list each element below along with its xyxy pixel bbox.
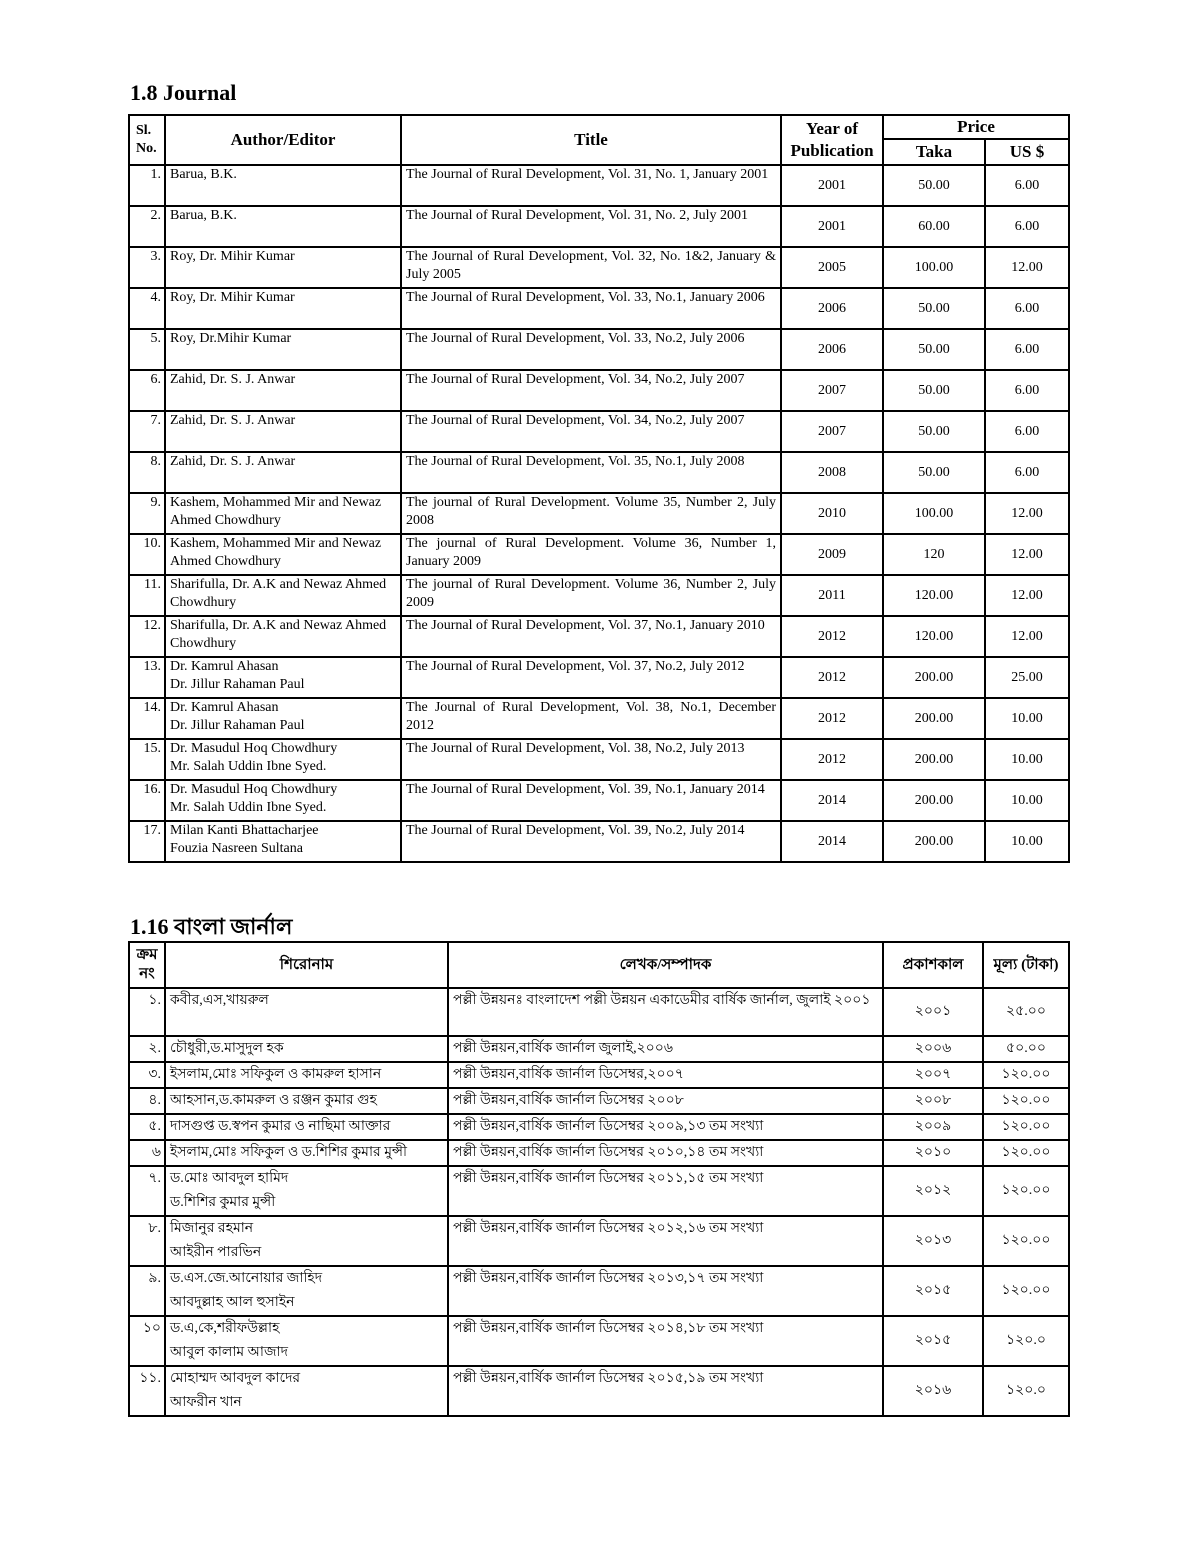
row-title: The Journal of Rural Development, Vol. 38, No.1, December 2012 [401,698,781,739]
row-title: ড.মোঃ আবদুল হামিদ ড.শিশির কুমার মুন্সী [165,1166,448,1216]
row-price-usd: 10.00 [985,821,1069,862]
header-price: মূল্য (টাকা) [983,942,1069,988]
row-author: পল্লী উন্নয়ন,বার্ষিক জার্নাল ডিসেম্বর ২০১০,১৪ তম সংখ্যা [448,1140,883,1166]
row-author: Sharifulla, Dr. A.K and Newaz Ahmed Chowdhury [165,575,401,616]
header-author: Author/Editor [165,115,401,165]
row-title: The journal of Rural Development. Volume 36, Number 1, January 2009 [401,534,781,575]
table-row [129,1114,1069,1140]
row-author: Barua, B.K. [165,206,401,247]
table-row [129,1266,1069,1316]
row-year: ২০১৫ [883,1266,983,1316]
row-title: The journal of Rural Development. Volume 36, Number 2, July 2009 [401,575,781,616]
row-price-usd: 12.00 [985,616,1069,657]
row-number: ২. [129,1036,165,1062]
row-year: 2007 [781,370,883,411]
row-price-usd: 10.00 [985,698,1069,739]
row-author: Zahid, Dr. S. J. Anwar [165,411,401,452]
table-row [129,165,1069,206]
row-price: ১২০.০০ [983,1140,1069,1166]
row-price-taka: 200.00 [883,698,985,739]
header-year: Year of Publication [781,115,883,165]
row-number: ৫. [129,1114,165,1140]
table-row [129,1088,1069,1114]
row-price-taka: 200.00 [883,657,985,698]
row-number: ৮. [129,1216,165,1266]
row-title: দাসগুপ্ত ড.স্বপন কুমার ও নাছিমা আক্তার [165,1114,448,1140]
row-price-taka: 50.00 [883,452,985,493]
table-row [129,1316,1069,1366]
row-author: পল্লী উন্নয়নঃ বাংলাদেশ পল্লী উন্নয়ন একাডেমীর বার্ষিক জার্নাল, জুলাই ২০০১ [448,988,883,1036]
row-title: ড.এ,কে,শরীফউল্লাহ আবুল কালাম আজাদ [165,1316,448,1366]
table-row [129,411,1069,452]
row-title: কবীর,এস,খায়রুল [165,988,448,1036]
row-price-taka: 50.00 [883,288,985,329]
row-number: 4. [129,288,165,329]
row-title: The Journal of Rural Development, Vol. 31, No. 1, January 2001 [401,165,781,206]
row-author: Dr. Masudul Hoq Chowdhury Mr. Salah Uddin Ibne Syed. [165,739,401,780]
row-title: The Journal of Rural Development, Vol. 32, No. 1&2, January & July 2005 [401,247,781,288]
table-row [129,493,1069,534]
row-price-usd: 6.00 [985,411,1069,452]
row-author: Sharifulla, Dr. A.K and Newaz Ahmed Chowdhury [165,616,401,657]
table-row [129,1140,1069,1166]
header-price: Price [883,115,1069,139]
table-row [129,821,1069,862]
row-author: Roy, Dr. Mihir Kumar [165,288,401,329]
row-number: 2. [129,206,165,247]
row-price: ১২০.০০ [983,1216,1069,1266]
row-price-taka: 200.00 [883,821,985,862]
row-title: The Journal of Rural Development, Vol. 34, No.2, July 2007 [401,370,781,411]
header-title: শিরোনাম [165,942,448,988]
table-row [129,452,1069,493]
row-number: 17. [129,821,165,862]
row-price-usd: 6.00 [985,452,1069,493]
row-number: ৯. [129,1266,165,1316]
row-title: মিজানুর রহমান আইরীন পারভিন [165,1216,448,1266]
row-year: ২০১৬ [883,1366,983,1416]
bangla-journal-heading: 1.16 বাংলা জার্নাল [130,914,293,939]
row-price-usd: 6.00 [985,206,1069,247]
row-year: ২০০৮ [883,1088,983,1114]
row-price-usd: 6.00 [985,329,1069,370]
row-author: Zahid, Dr. S. J. Anwar [165,452,401,493]
row-title: The Journal of Rural Development, Vol. 39, No.2, July 2014 [401,821,781,862]
row-price: ১২০.০ [983,1316,1069,1366]
row-year: 2010 [781,493,883,534]
row-year: 2012 [781,657,883,698]
table-row [129,288,1069,329]
row-year: ২০০৭ [883,1062,983,1088]
row-price-taka: 50.00 [883,329,985,370]
row-number: 8. [129,452,165,493]
row-title: The Journal of Rural Development, Vol. 37, No.1, January 2010 [401,616,781,657]
table-row [129,1166,1069,1216]
row-title: The Journal of Rural Development, Vol. 38, No.2, July 2013 [401,739,781,780]
row-price-taka: 200.00 [883,780,985,821]
table-row [129,1062,1069,1088]
row-year: 2012 [781,698,883,739]
row-number: 7. [129,411,165,452]
row-year: 2006 [781,329,883,370]
row-year: ২০১৩ [883,1216,983,1266]
row-number: ৭. [129,1166,165,1216]
row-price-taka: 100.00 [883,493,985,534]
header-usd: US $ [985,139,1069,165]
row-author: Roy, Dr. Mihir Kumar [165,247,401,288]
row-price-taka: 50.00 [883,411,985,452]
header-year: প্রকাশকাল [883,942,983,988]
header-sl-no: Sl. No. [129,115,165,165]
row-price-usd: 10.00 [985,780,1069,821]
row-number: ৪. [129,1088,165,1114]
row-price: ৫০.০০ [983,1036,1069,1062]
row-number: ৬ [129,1140,165,1166]
row-year: ২০১৫ [883,1316,983,1366]
bangla-journal-table [128,941,1070,1417]
row-price-usd: 6.00 [985,370,1069,411]
row-number: 3. [129,247,165,288]
row-title: আহসান,ড.কামরুল ও রঞ্জন কুমার গুহ [165,1088,448,1114]
row-number: ১১. [129,1366,165,1416]
table-row [129,988,1069,1036]
row-number: 11. [129,575,165,616]
row-number: ১. [129,988,165,1036]
table-row [129,247,1069,288]
row-number: 6. [129,370,165,411]
row-title: The Journal of Rural Development, Vol. 34, No.2, July 2007 [401,411,781,452]
row-author: Roy, Dr.Mihir Kumar [165,329,401,370]
row-author: Milan Kanti Bhattacharjee Fouzia Nasreen Sultana [165,821,401,862]
row-author: পল্লী উন্নয়ন,বার্ষিক জার্নাল ডিসেম্বর ২০১৩,১৭ তম সংখ্যা [448,1266,883,1316]
row-price-taka: 200.00 [883,739,985,780]
table-row [129,329,1069,370]
row-price: ১২০.০০ [983,1114,1069,1140]
row-year: 2012 [781,616,883,657]
row-number: ১০ [129,1316,165,1366]
row-number: 13. [129,657,165,698]
table-row [129,534,1069,575]
row-price: ১২০.০০ [983,1166,1069,1216]
row-number: 1. [129,165,165,206]
row-price-usd: 25.00 [985,657,1069,698]
row-number: 14. [129,698,165,739]
table-row [129,1216,1069,1266]
row-author: Dr. Kamrul Ahasan Dr. Jillur Rahaman Paul [165,698,401,739]
row-title: The Journal of Rural Development, Vol. 37, No.2, July 2012 [401,657,781,698]
header-author: লেখক/সম্পাদক [448,942,883,988]
row-year: 2001 [781,206,883,247]
row-year: 2008 [781,452,883,493]
row-author: পল্লী উন্নয়ন,বার্ষিক জার্নাল ডিসেম্বর ২০১৪,১৮ তম সংখ্যা [448,1316,883,1366]
row-author: Kashem, Mohammed Mir and Newaz Ahmed Chowdhury [165,493,401,534]
row-number: 5. [129,329,165,370]
row-price-usd: 10.00 [985,739,1069,780]
row-price-taka: 50.00 [883,370,985,411]
row-price: ১২০.০০ [983,1062,1069,1088]
row-price: ২৫.০০ [983,988,1069,1036]
table-row [129,616,1069,657]
row-number: 15. [129,739,165,780]
row-title: The Journal of Rural Development, Vol. 33, No.1, January 2006 [401,288,781,329]
row-year: ২০০৬ [883,1036,983,1062]
row-author: পল্লী উন্নয়ন,বার্ষিক জার্নাল জুলাই,২০০৬ [448,1036,883,1062]
row-title: The journal of Rural Development. Volume 35, Number 2, July 2008 [401,493,781,534]
row-title: মোহাম্মদ আবদুল কাদের আফরীন খান [165,1366,448,1416]
row-year: 2007 [781,411,883,452]
row-year: 2005 [781,247,883,288]
row-title: ড.এস.জে.আনোয়ার জাহিদ আবদুল্লাহ আল হুসাইন [165,1266,448,1316]
row-title: ইসলাম,মোঃ সফিকুল ও কামরুল হাসান [165,1062,448,1088]
table-row [129,698,1069,739]
row-author: পল্লী উন্নয়ন,বার্ষিক জার্নাল ডিসেম্বর ২০১১,১৫ তম সংখ্যা [448,1166,883,1216]
table-row [129,780,1069,821]
row-price: ১২০.০ [983,1366,1069,1416]
english-journal-table [128,114,1070,863]
row-number: 12. [129,616,165,657]
row-year: ২০০৯ [883,1114,983,1140]
header-taka: Taka [883,139,985,165]
table-row [129,1036,1069,1062]
row-title: চৌধুরী,ড.মাসুদুল হক [165,1036,448,1062]
row-year: 2014 [781,821,883,862]
row-author: Zahid, Dr. S. J. Anwar [165,370,401,411]
row-year: 2001 [781,165,883,206]
row-price-taka: 120.00 [883,575,985,616]
row-price-taka: 120.00 [883,616,985,657]
row-price-taka: 60.00 [883,206,985,247]
row-author: পল্লী উন্নয়ন,বার্ষিক জার্নাল ডিসেম্বর ২০১৫,১৯ তম সংখ্যা [448,1366,883,1416]
table-row [129,739,1069,780]
row-year: ২০১২ [883,1166,983,1216]
header-sl-no: ক্রম নং [129,942,165,988]
row-year: 2006 [781,288,883,329]
row-price-usd: 12.00 [985,493,1069,534]
row-price-taka: 100.00 [883,247,985,288]
row-number: ৩. [129,1062,165,1088]
row-price: ১২০.০০ [983,1088,1069,1114]
row-author: পল্লী উন্নয়ন,বার্ষিক জার্নাল ডিসেম্বর ২০০৯,১৩ তম সংখ্যা [448,1114,883,1140]
row-price-usd: 12.00 [985,247,1069,288]
row-number: 10. [129,534,165,575]
row-author: পল্লী উন্নয়ন,বার্ষিক জার্নাল ডিসেম্বর ২০০৮ [448,1088,883,1114]
row-price-usd: 12.00 [985,534,1069,575]
row-year: ২০১০ [883,1140,983,1166]
row-number: 16. [129,780,165,821]
row-title: The Journal of Rural Development, Vol. 35, No.1, July 2008 [401,452,781,493]
row-price-usd: 6.00 [985,288,1069,329]
table-row [129,1366,1069,1416]
row-price-taka: 50.00 [883,165,985,206]
table-row [129,575,1069,616]
row-price: ১২০.০০ [983,1266,1069,1316]
row-author: Dr. Masudul Hoq Chowdhury Mr. Salah Uddin Ibne Syed. [165,780,401,821]
row-author: Dr. Kamrul Ahasan Dr. Jillur Rahaman Paul [165,657,401,698]
table-row [129,657,1069,698]
row-title: The Journal of Rural Development, Vol. 39, No.1, January 2014 [401,780,781,821]
row-year: 2012 [781,739,883,780]
header-title: Title [401,115,781,165]
row-author: পল্লী উন্নয়ন,বার্ষিক জার্নাল ডিসেম্বর ২০১২,১৬ তম সংখ্যা [448,1216,883,1266]
row-year: 2014 [781,780,883,821]
row-year: 2011 [781,575,883,616]
row-author: Kashem, Mohammed Mir and Newaz Ahmed Chowdhury [165,534,401,575]
journal-heading: 1.8 Journal [130,80,237,105]
table-row [129,206,1069,247]
table-row [129,370,1069,411]
row-author: Barua, B.K. [165,165,401,206]
row-year: 2009 [781,534,883,575]
row-year: ২০০১ [883,988,983,1036]
row-title: ইসলাম,মোঃ সফিকুল ও ড.শিশির কুমার মুন্সী [165,1140,448,1166]
row-title: The Journal of Rural Development, Vol. 31, No. 2, July 2001 [401,206,781,247]
row-price-taka: 120 [883,534,985,575]
row-price-usd: 6.00 [985,165,1069,206]
row-number: 9. [129,493,165,534]
row-title: The Journal of Rural Development, Vol. 33, No.2, July 2006 [401,329,781,370]
row-price-usd: 12.00 [985,575,1069,616]
row-author: পল্লী উন্নয়ন,বার্ষিক জার্নাল ডিসেম্বর,২০০৭ [448,1062,883,1088]
